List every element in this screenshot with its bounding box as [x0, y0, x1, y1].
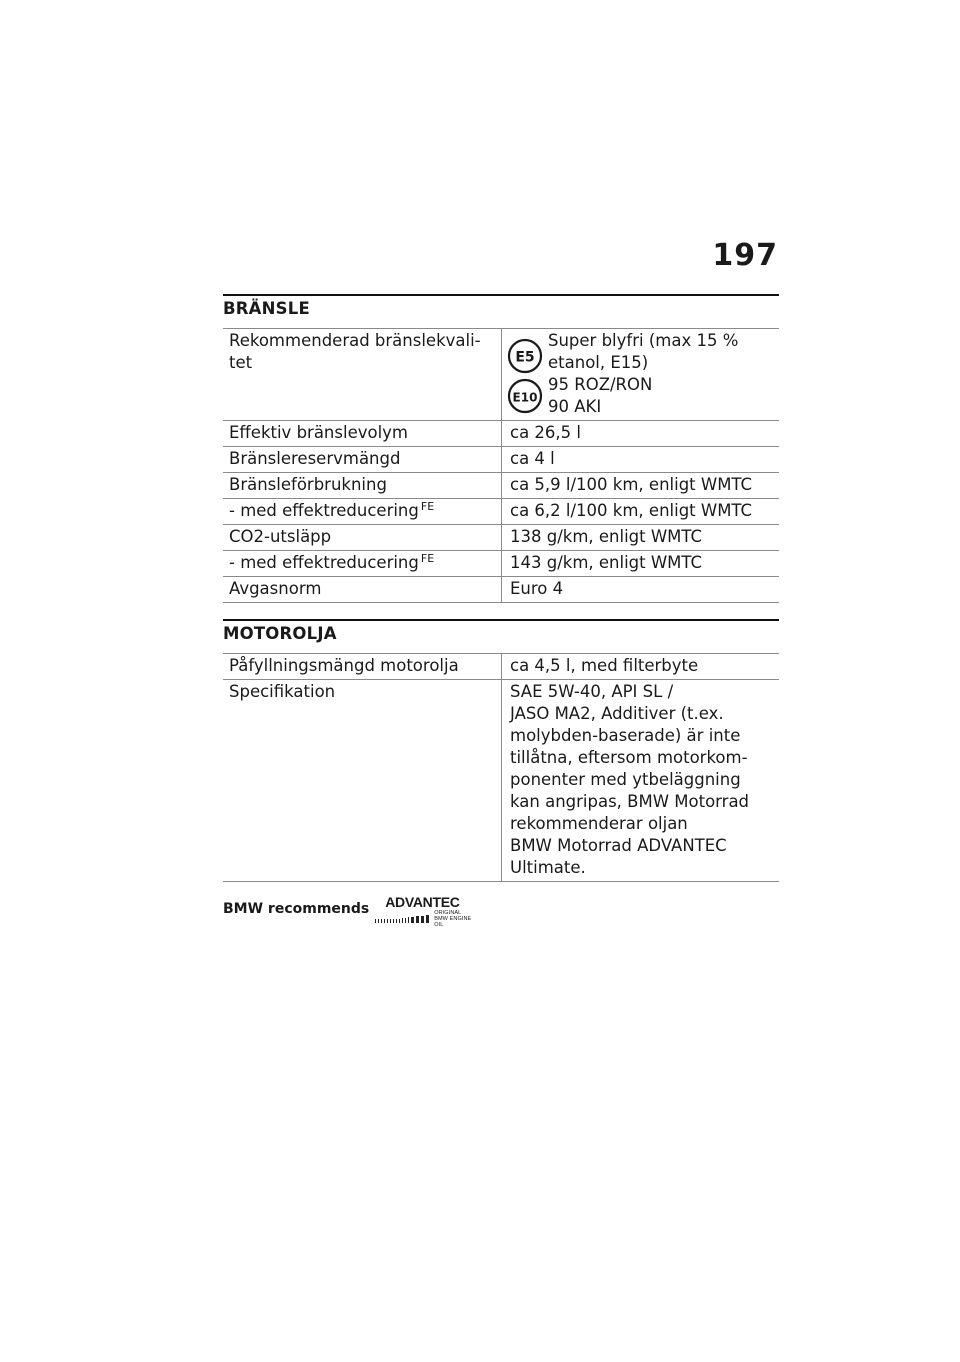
fuel-value-text: 143 g/km, enligt WMTC [510, 553, 703, 572]
svg-text:E5: E5 [515, 349, 535, 366]
fuel-label-text: Effektiv bränslevolym [229, 423, 409, 442]
fuel-heading: BRÄNSLE [223, 294, 779, 320]
oil-label [223, 680, 502, 882]
fuel-label [223, 329, 502, 421]
fuel-label [223, 525, 502, 551]
fuel-value-text: ca 26,5 l [510, 423, 581, 442]
oil-row [223, 654, 779, 680]
oil-row [223, 680, 779, 882]
fuel-section [223, 294, 779, 603]
fuel-label [223, 551, 502, 577]
oil-label [223, 654, 502, 680]
fuel-row [223, 447, 779, 473]
fuel-row [223, 329, 779, 421]
oil-label-text: Specifikation [229, 682, 336, 701]
fuel-value [502, 499, 780, 525]
oil-value [502, 654, 780, 680]
fuel-label-text: - med effektreducering [229, 501, 419, 520]
fuel-value [502, 447, 780, 473]
fuel-value-text: Euro 4 [510, 579, 564, 598]
fuel-label-text: CO2-utsläpp [229, 527, 332, 546]
fuel-value-text: ca 4 l [510, 449, 555, 468]
fe-footnote-marker: FE [420, 552, 435, 565]
svg-text:E10: E10 [512, 390, 538, 405]
fuel-label-text: Bränsleförbrukning [229, 475, 387, 494]
e10-fuel-icon [507, 378, 543, 414]
advantec-bars-icon [375, 915, 431, 923]
page-number: 197 [712, 238, 778, 273]
oil-value-text: SAE 5W-40, API SL / JASO MA2, Additiver (t.ex. molybden-baserade) är inte tillåtna, eftersom motorkom- ponenter med ytbeläggning kan angripas, BMW Motorrad rekommenderar oljan BMW Motorrad ADVANTEC Ultimate. [510, 682, 750, 877]
fuel-label-text: - med effektreducering [229, 553, 419, 572]
fuel-label-text: Rekommenderad bränslekvali- tet [229, 331, 481, 372]
oil-table [223, 653, 779, 882]
fuel-label [223, 473, 502, 499]
fuel-label-text: Avgasnorm [229, 579, 322, 598]
fuel-value-text: Super blyfri (max 15 % etanol, E15) 95 ROZ/RON 90 AKI [548, 331, 739, 416]
fuel-value [502, 473, 780, 499]
fuel-row [223, 473, 779, 499]
fuel-label [223, 447, 502, 473]
fuel-value [502, 421, 780, 447]
fuel-row [223, 421, 779, 447]
fuel-value [502, 329, 780, 421]
fuel-value-text: 138 g/km, enligt WMTC [510, 527, 703, 546]
fuel-value-text: ca 5,9 l/100 km, enligt WMTC [510, 475, 753, 494]
e5-fuel-icon [507, 338, 543, 374]
fuel-row [223, 499, 779, 525]
footer [223, 895, 475, 928]
oil-value [502, 680, 780, 882]
advantec-logo-sub: ORIGINAL BMW ENGINE OIL [434, 910, 472, 928]
oil-value-text: ca 4,5 l, med filterbyte [510, 656, 699, 675]
fuel-row [223, 577, 779, 603]
fuel-value-text: ca 6,2 l/100 km, enligt WMTC [510, 501, 753, 520]
oil-heading: MOTOROLJA [223, 619, 779, 645]
bmw-recommends-text: BMW recommends [223, 901, 370, 917]
fuel-value [502, 577, 780, 603]
fuel-label [223, 421, 502, 447]
fuel-value [502, 551, 780, 577]
fuel-label [223, 577, 502, 603]
oil-section [223, 619, 779, 882]
fuel-label-text: Bränslereservmängd [229, 449, 401, 468]
fuel-label [223, 499, 502, 525]
oil-label-text: Påfyllningsmängd motorolja [229, 656, 459, 675]
fe-footnote-marker: FE [420, 500, 435, 513]
advantec-logo-name: ADVANTEC [385, 894, 460, 910]
fuel-value [502, 525, 780, 551]
fuel-row [223, 551, 779, 577]
fuel-row [223, 525, 779, 551]
fuel-table [223, 328, 779, 603]
advantec-logo [375, 895, 475, 928]
